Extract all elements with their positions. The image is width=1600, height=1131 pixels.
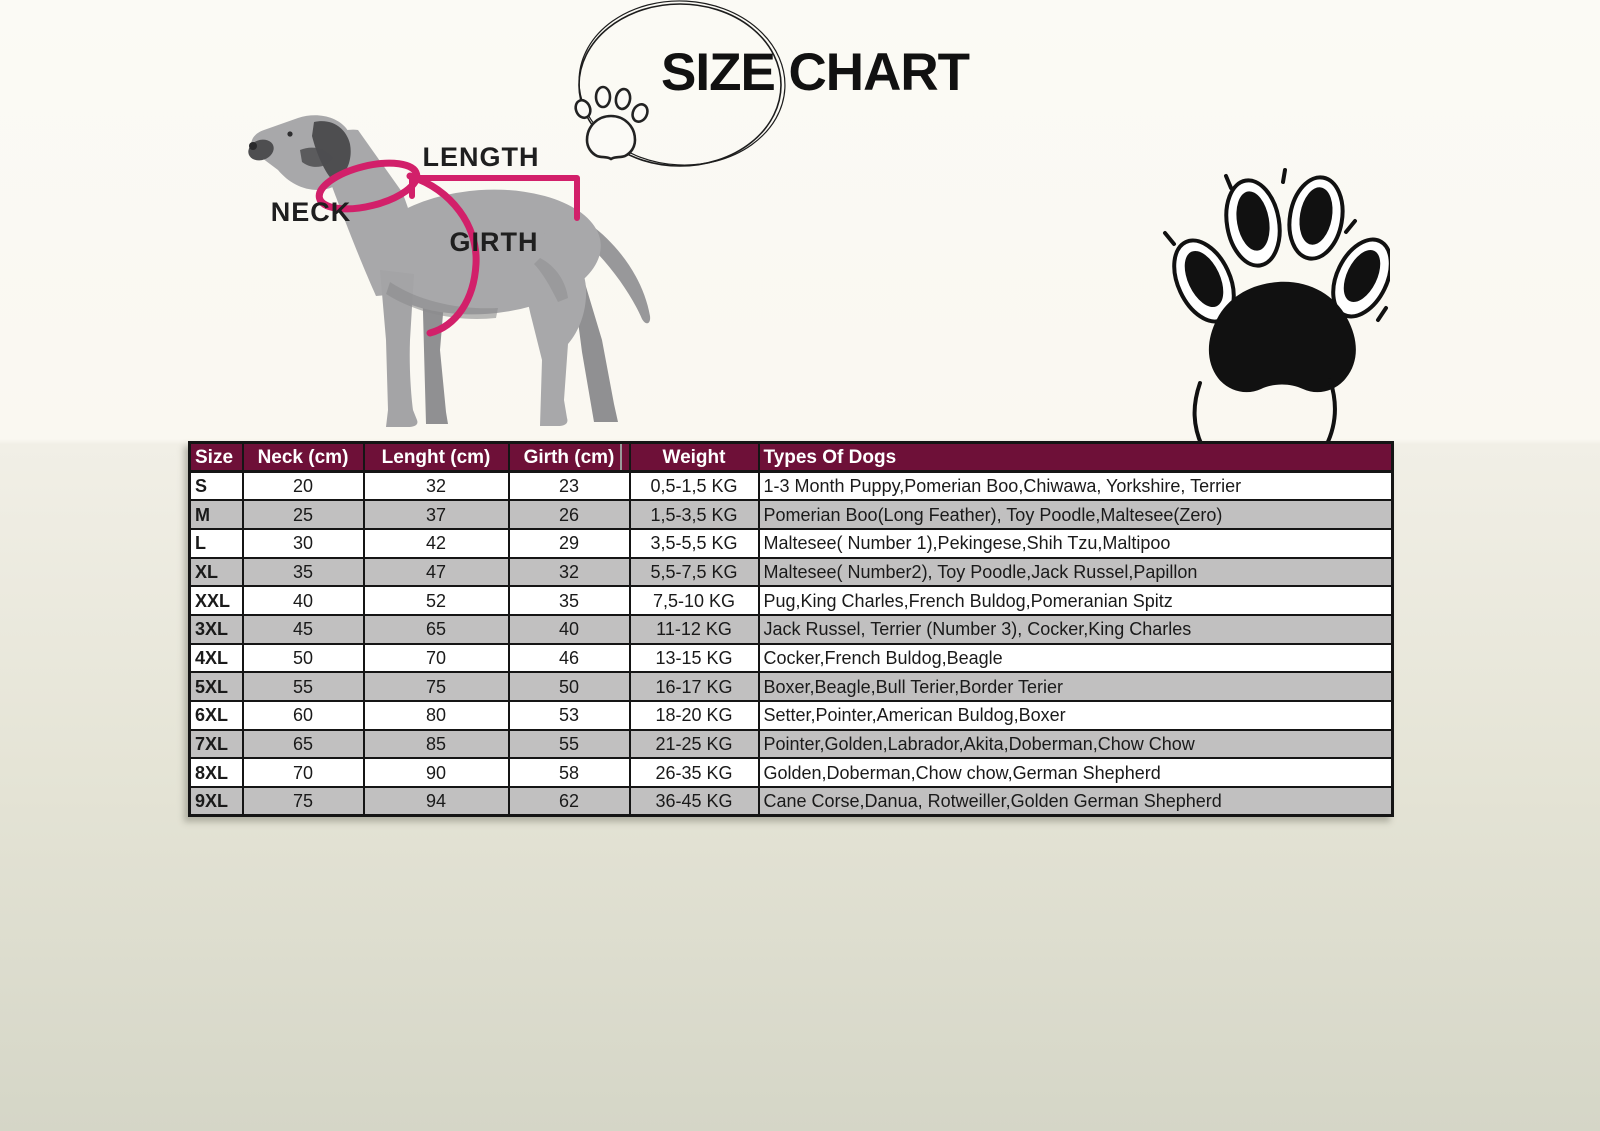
cell-weight: 1,5-3,5 KG xyxy=(630,500,759,529)
cell-neck: 60 xyxy=(243,701,364,730)
cell-girth: 29 xyxy=(509,529,630,558)
cell-dogs: Cane Corse,Danua, Rotweiller,Golden German Shepherd xyxy=(759,787,1393,816)
length-label: LENGTH xyxy=(422,142,540,172)
cell-length: 75 xyxy=(364,672,509,701)
cell-size: 5XL xyxy=(190,672,243,701)
cell-size: 6XL xyxy=(190,701,243,730)
cell-girth: 58 xyxy=(509,758,630,787)
cell-length: 70 xyxy=(364,644,509,673)
cell-weight: 18-20 KG xyxy=(630,701,759,730)
table-row xyxy=(190,472,1393,501)
cell-girth: 62 xyxy=(509,787,630,816)
cell-weight: 5,5-7,5 KG xyxy=(630,558,759,587)
cell-weight: 13-15 KG xyxy=(630,644,759,673)
cell-length: 42 xyxy=(364,529,509,558)
cell-dogs: Maltesee( Number2), Toy Poodle,Jack Russel,Papillon xyxy=(759,558,1393,587)
cell-size: XL xyxy=(190,558,243,587)
size-table xyxy=(188,441,1394,817)
size-table-body xyxy=(190,472,1393,816)
cell-neck: 65 xyxy=(243,730,364,759)
cell-dogs: Pomerian Boo(Long Feather), Toy Poodle,Maltesee(Zero) xyxy=(759,500,1393,529)
big-paw-icon xyxy=(1140,148,1390,448)
table-row xyxy=(190,672,1393,701)
text-cursor xyxy=(620,443,622,472)
cell-size: 8XL xyxy=(190,758,243,787)
cell-dogs: Boxer,Beagle,Bull Terier,Border Terier xyxy=(759,672,1393,701)
cell-weight: 26-35 KG xyxy=(630,758,759,787)
cell-dogs: Cocker,French Buldog,Beagle xyxy=(759,644,1393,673)
table-row xyxy=(190,586,1393,615)
cell-girth: 55 xyxy=(509,730,630,759)
cell-length: 85 xyxy=(364,730,509,759)
cell-neck: 35 xyxy=(243,558,364,587)
cell-length: 65 xyxy=(364,615,509,644)
cell-neck: 75 xyxy=(243,787,364,816)
table-row xyxy=(190,615,1393,644)
cell-girth: 26 xyxy=(509,500,630,529)
cell-weight: 21-25 KG xyxy=(630,730,759,759)
neck-label: NECK xyxy=(270,197,352,227)
dog-measurement-diagram xyxy=(240,100,670,440)
cell-weight: 36-45 KG xyxy=(630,787,759,816)
table-row xyxy=(190,787,1393,816)
cell-dogs: Jack Russel, Terrier (Number 3), Cocker,King Charles xyxy=(759,615,1393,644)
cell-dogs: Golden,Doberman,Chow chow,German Shepherd xyxy=(759,758,1393,787)
cell-weight: 16-17 KG xyxy=(630,672,759,701)
cell-girth: 53 xyxy=(509,701,630,730)
girth-label: GIRTH xyxy=(449,227,539,257)
col-header-size: Size xyxy=(190,443,243,472)
cell-size: 9XL xyxy=(190,787,243,816)
cell-neck: 30 xyxy=(243,529,364,558)
table-row xyxy=(190,758,1393,787)
cell-dogs: Maltesee( Number 1),Pekingese,Shih Tzu,Maltipoo xyxy=(759,529,1393,558)
cell-weight: 7,5-10 KG xyxy=(630,586,759,615)
cell-dogs: Pug,King Charles,French Buldog,Pomeranian Spitz xyxy=(759,586,1393,615)
col-header-dogs: Types Of Dogs xyxy=(759,443,1393,472)
cell-length: 52 xyxy=(364,586,509,615)
cell-dogs: Setter,Pointer,American Buldog,Boxer xyxy=(759,701,1393,730)
cell-neck: 40 xyxy=(243,586,364,615)
cell-girth: 40 xyxy=(509,615,630,644)
cell-length: 90 xyxy=(364,758,509,787)
cell-length: 47 xyxy=(364,558,509,587)
cell-size: 3XL xyxy=(190,615,243,644)
cell-girth: 23 xyxy=(509,472,630,501)
cell-length: 80 xyxy=(364,701,509,730)
cell-size: XXL xyxy=(190,586,243,615)
cell-dogs: Pointer,Golden,Labrador,Akita,Doberman,Chow Chow xyxy=(759,730,1393,759)
col-header-neck: Neck (cm) xyxy=(243,443,364,472)
cell-size: L xyxy=(190,529,243,558)
table-row xyxy=(190,701,1393,730)
cell-neck: 50 xyxy=(243,644,364,673)
cell-size: M xyxy=(190,500,243,529)
dog-illustration xyxy=(240,100,670,440)
cell-weight: 3,5-5,5 KG xyxy=(630,529,759,558)
size-table-header xyxy=(190,443,1393,472)
cell-neck: 45 xyxy=(243,615,364,644)
cell-dogs: 1-3 Month Puppy,Pomerian Boo,Chiwawa, Yorkshire, Terrier xyxy=(759,472,1393,501)
cell-length: 37 xyxy=(364,500,509,529)
table-row xyxy=(190,529,1393,558)
cell-neck: 20 xyxy=(243,472,364,501)
col-header-girth: Girth (cm) xyxy=(509,443,630,472)
col-header-length: Lenght (cm) xyxy=(364,443,509,472)
col-header-weight: Weight xyxy=(630,443,759,472)
table-row xyxy=(190,500,1393,529)
cell-girth: 46 xyxy=(509,644,630,673)
cell-girth: 32 xyxy=(509,558,630,587)
cell-size: 4XL xyxy=(190,644,243,673)
cell-size: 7XL xyxy=(190,730,243,759)
page-title: SIZE CHART xyxy=(661,43,969,102)
cell-length: 94 xyxy=(364,787,509,816)
cell-length: 32 xyxy=(364,472,509,501)
cell-neck: 70 xyxy=(243,758,364,787)
table-row xyxy=(190,558,1393,587)
table-row xyxy=(190,644,1393,673)
cell-girth: 35 xyxy=(509,586,630,615)
cell-neck: 55 xyxy=(243,672,364,701)
cell-weight: 0,5-1,5 KG xyxy=(630,472,759,501)
cell-girth: 50 xyxy=(509,672,630,701)
cell-neck: 25 xyxy=(243,500,364,529)
cell-size: S xyxy=(190,472,243,501)
cell-weight: 11-12 KG xyxy=(630,615,759,644)
table-row xyxy=(190,730,1393,759)
